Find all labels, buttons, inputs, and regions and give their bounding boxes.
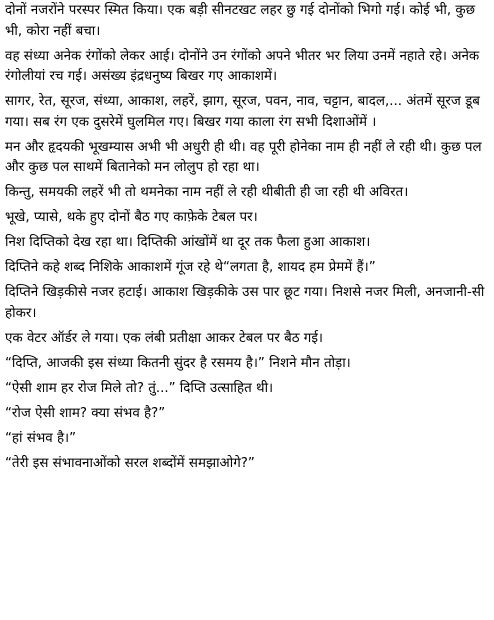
- paragraph-2: वह संध्या अनेक रंगोंको लेकर आई। दोनोंने उन रंगोंको अपने भीतर भर लिया उनमें नहाते रहे। अनेक रंगोलीयां रच गई। असंख्य इंद्रधनुष्य बिखर गए आकाशमें।: [5, 48, 480, 85]
- paragraph-12: “ऐसी शाम हर रोज मिले तो? तुं...” दिप्ति उत्साहित थी।: [5, 380, 274, 396]
- paragraph-11: “दिप्ति, आजकी इस संध्या कितनी सुंदर है रसमय है।” निशने मौन तोड़ा।: [5, 355, 351, 371]
- paragraph-14: “हां संभव है।”: [5, 430, 77, 446]
- paragraph-6: भूखे, प्यासे, थके हुए दोनों बैठ गए काफ़ेके टेबल पर।: [5, 210, 258, 226]
- paragraph-8: दिप्तिने कहे शब्द निशिके आकाशमें गूंज रहे थे“लगता है, शायद हम प्रेममें हैं।”: [5, 260, 376, 276]
- paragraph-9: दिप्तिने खिड़कीसे नजर हटाई। आकाश खिड़कीके उस पार छूट गया। निशसे नजर मिली, अनजानी-सी होकर।: [5, 285, 485, 321]
- paragraph-3: सागर, रेत, सूरज, संध्या, आकाश, लहरें, झाग, सूरज, पवन, नाव, चट्टान, बादल,... अंतमें सूरज डूब गया। सब रंग एक दुसरेमें घुलमिल गए। बिखर गया काला रंग सभी दिशाओंमें ।: [5, 94, 480, 130]
- paragraph-15: “तेरी इस संभावनाओंको सरल शब्दोंमें समझाओगे?”: [5, 455, 255, 471]
- paragraph-13: “रोज ऐसी शाम? क्या संभव है?”: [5, 405, 166, 421]
- paragraph-10: एक वेटर ऑर्डर ले गया। एक लंबी प्रतीक्षा आकर टेबल पर बैठ गई।: [5, 330, 323, 346]
- paragraph-1: दोनों नजरोंने परस्पर स्मित किया। एक बड़ी सीनटखट लहर छु गई दोनोंको भिगो गई। कोई भी, कुछ भी, कोरा नहीं बचा।: [5, 3, 476, 39]
- document-page: [5, 1, 489, 479]
- paragraph-5: किन्तु, समयकी लहरें भी तो थमनेका नाम नहीं ले रही थीबीती ही जा रही थी अविरत।: [5, 185, 409, 201]
- paragraph-4: मन और हृदयकी भूखम्यास अभी भी अधुरी ही थी। वह पूरी होनेका नाम ही नहीं ले रही थी। कुछ पल और कुछ पल साथमें बितानेको मन लोलुप हो रहा था।: [5, 139, 482, 176]
- paragraph-7: निश दिप्तिको देख रहा था। दिप्तिकी आंखोंमें था दूर तक फैला हुआ आकाश।: [5, 235, 371, 251]
